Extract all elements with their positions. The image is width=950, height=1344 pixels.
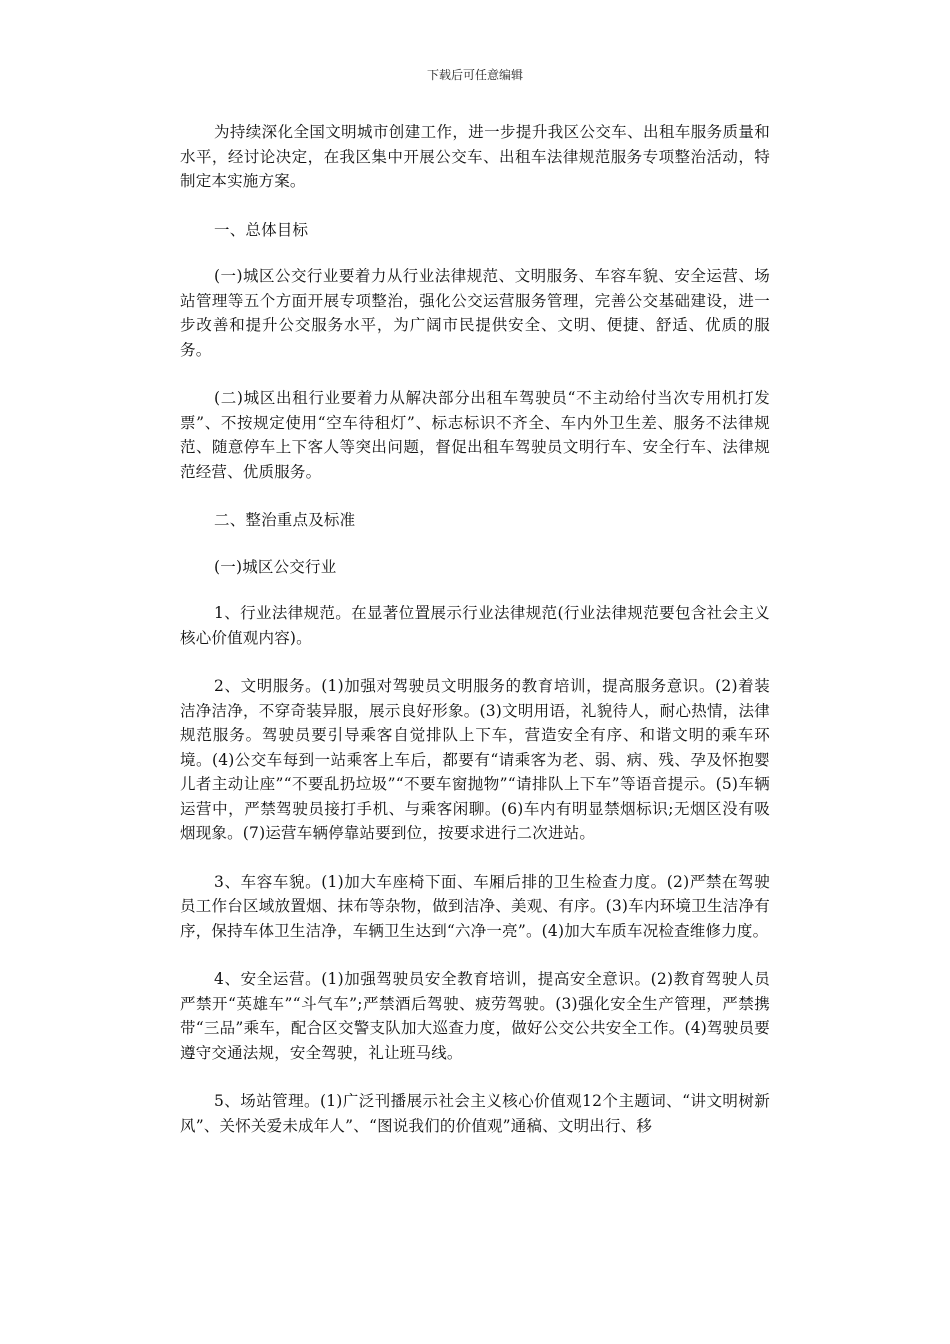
section-heading-overall-goals: 一、总体目标 bbox=[214, 220, 309, 239]
paragraph-safe-operation: 4、安全运营。(1)加强驾驶员安全教育培训，提高安全意识。(2)教育驾驶人员严禁开“英雄车”“斗气车”;严禁酒后驾驶、疲劳驾驶。(3)强化安全生产管理，严禁携带“三品”乘车，配合区交警支队加大巡查力度，做好公交公共安全工作。(4)驾驶员要遵守交通法规，安全驾驶，礼让班马线。 bbox=[180, 970, 770, 1062]
subsection-heading-bus: (一)城区公交行业 bbox=[214, 557, 337, 576]
paragraph-industry-norms: 1、行业法律规范。在显著位置展示行业法律规范(行业法律规范要包含社会主义核心价值观内容)。 bbox=[180, 604, 770, 647]
intro-paragraph: 为持续深化全国文明城市创建工作，进一步提升我区公交车、出租车服务质量和水平，经讨论决定，在我区集中开展公交车、出租车法律规范服务专项整治活动，特制定本实施方案。 bbox=[180, 123, 770, 190]
paragraph-taxi-goals: (二)城区出租行业要着力从解决部分出租车驾驶员“不主动给付当次专用机打发票”、不按规定使用“空车待租灯”、标志标识不齐全、车内外卫生差、服务不法律规范、随意停车上下客人等突出问题，督促出租车驾驶员文明行车、安全行车、法律规范经营、优质服务。 bbox=[180, 389, 770, 481]
document-body bbox=[180, 120, 770, 1162]
paragraph-bus-goals: (一)城区公交行业要着力从行业法律规范、文明服务、车容车貌、安全运营、场站管理等五个方面开展专项整治，强化公交运营服务管理，完善公交基础建设，进一步改善和提升公交服务水平，为广阔市民提供安全、文明、便捷、舒适、优质的服务。 bbox=[180, 267, 770, 359]
paragraph-vehicle-appearance: 3、车容车貌。(1)加大车座椅下面、车厢后排的卫生检查力度。(2)严禁在驾驶员工作台区域放置烟、抹布等杂物，做到洁净、美观、有序。(3)车内环境卫生洁净有序，保持车体卫生洁净，车辆卫生达到“六净一亮”。(4)加大车质车况检查维修力度。 bbox=[180, 872, 770, 940]
paragraph-station-management: 5、场站管理。(1)广泛刊播展示社会主义核心价值观12个主题词、“讲文明树新风”、关怀关爱未成年人”、“图说我们的价值观”通稿、文明出行、移 bbox=[180, 1092, 770, 1135]
paragraph-civilized-service: 2、文明服务。(1)加强对驾驶员文明服务的教育培训，提高服务意识。(2)着装洁净洁净，不穿奇装异服，展示良好形象。(3)文明用语，礼貌待人，耐心热情，法律规范服务。驾驶员要引导乘客自觉排队上下车，营造安全有序、和谐文明的乘车环境。(4)公交车每到一站乘客上车后，都要有“请乘客为老、弱、病、残、孕及怀抱婴儿者主动让座”“不要乱扔垃圾”“不要车窗抛物”“请排队上下车”等语音提示。(5)车辆运营中，严禁驾驶员接打手机、与乘客闲聊。(6)车内有明显禁烟标识;无烟区没有吸烟现象。(7)运营车辆停靠站要到位，按要求进行二次进站。 bbox=[180, 677, 770, 842]
section-heading-key-points: 二、整治重点及标准 bbox=[214, 511, 356, 529]
page-header: 下载后可任意编辑 bbox=[426, 68, 523, 82]
